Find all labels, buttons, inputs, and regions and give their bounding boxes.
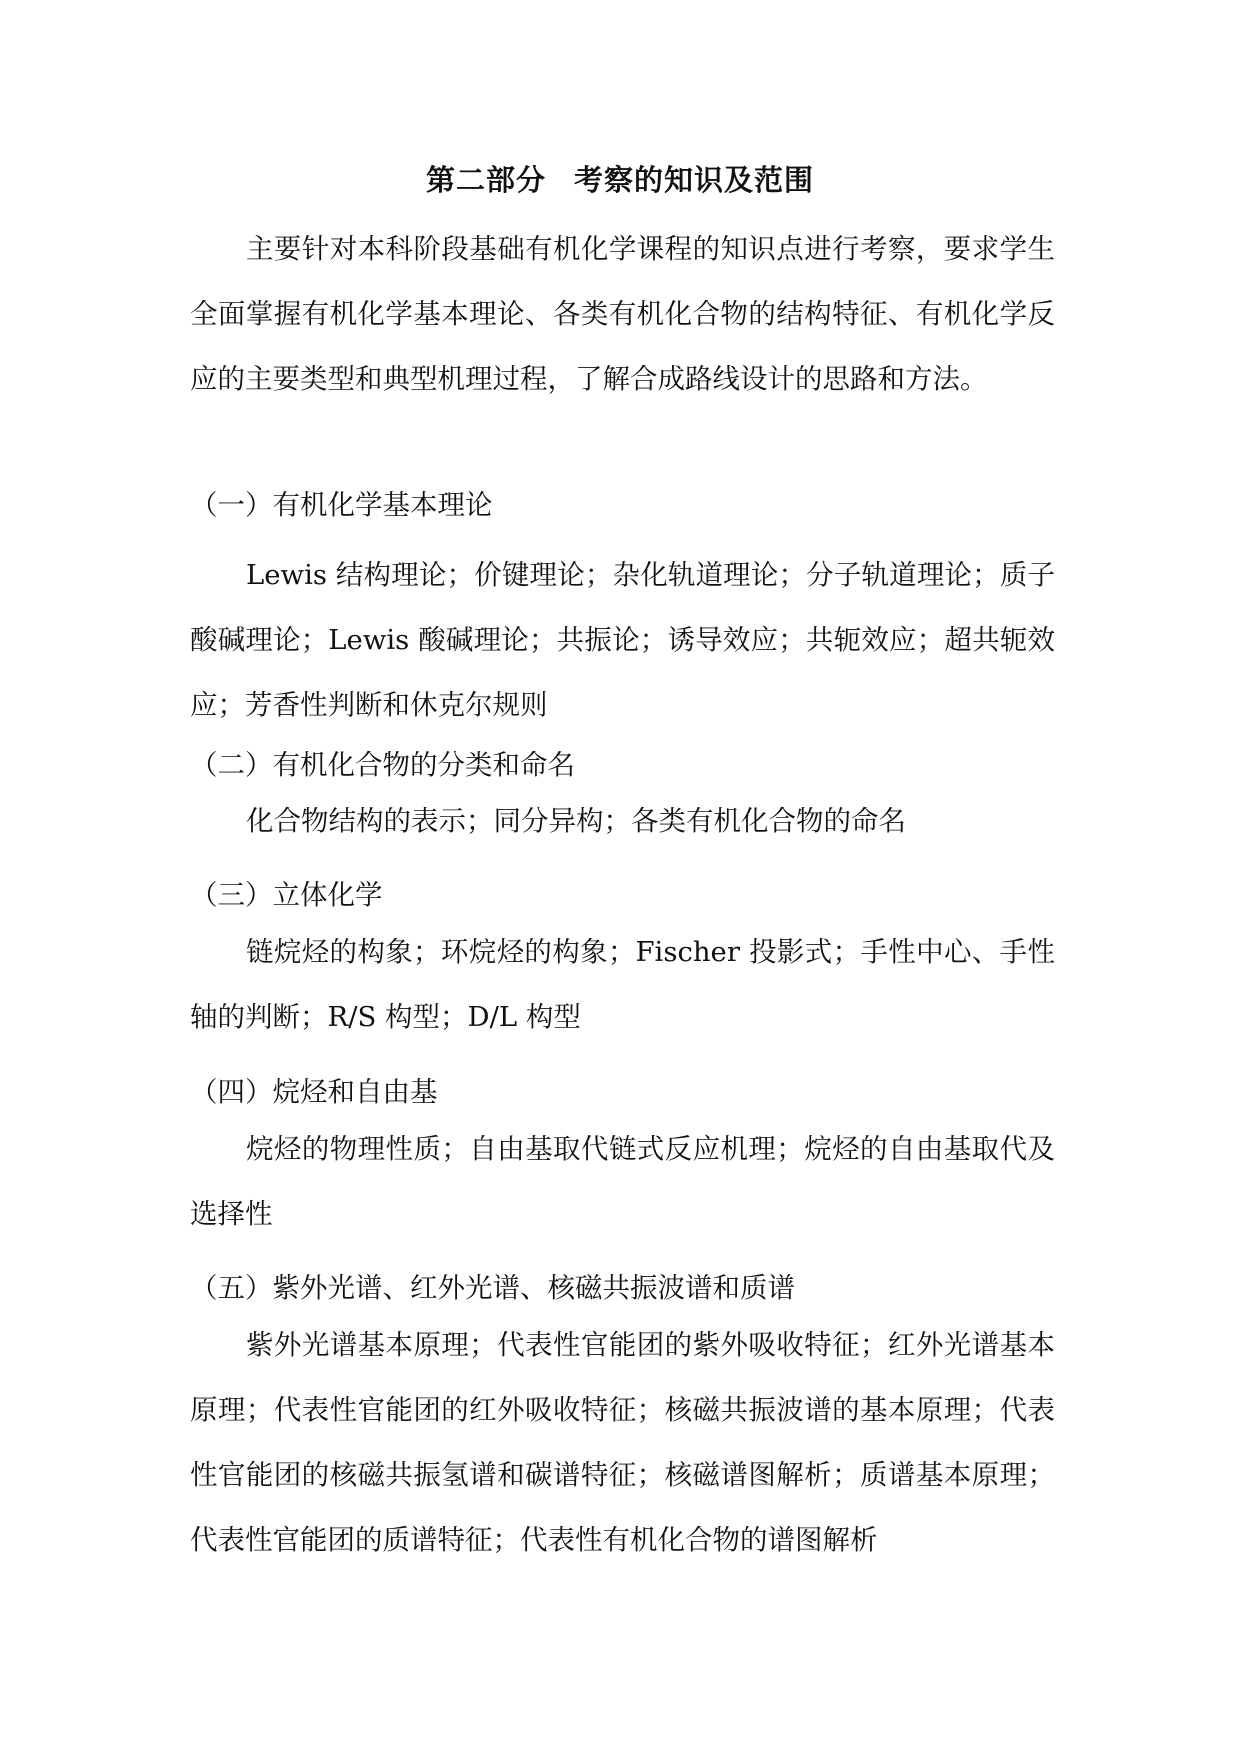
section-heading: （四）烷烃和自由基 bbox=[190, 1076, 438, 1108]
section-heading: （一）有机化学基本理论 bbox=[190, 489, 493, 521]
section-content: 紫外光谱基本原理；代表性官能团的紫外吸收特征；红外光谱基本原理；代表性官能团的红外吸收特征；核磁共振波谱的基本原理；代表性官能团的核磁共振氢谱和碳谱特征；核磁谱图解析；质谱基本原理；代表性官能团的质谱特征；代表性有机化合物的谱图解析 bbox=[190, 1329, 1055, 1556]
section-content: 烷烃的物理性质；自由基取代链式反应机理；烷烃的自由基取代及选择性 bbox=[190, 1133, 1055, 1230]
title-main: 考察的知识及范围 bbox=[574, 163, 815, 197]
section-heading: （三）立体化学 bbox=[190, 879, 383, 911]
section-content: Lewis 结构理论；价键理论；杂化轨道理论；分子轨道理论；质子酸碱理论；Lewis 酸碱理论；共振论；诱导效应；共轭效应；超共轭效应；芳香性判断和休克尔规则 bbox=[190, 559, 1055, 721]
title-part: 第二部分 bbox=[425, 163, 546, 197]
intro-paragraph: 主要针对本科阶段基础有机化学课程的知识点进行考察，要求学生全面掌握有机化学基本理论、各类有机化合物的结构特征、有机化学反应的主要类型和典型机理过程，了解合成路线设计的思路和方法。 bbox=[190, 233, 1055, 395]
section-content: 化合物结构的表示；同分异构；各类有机化合物的命名 bbox=[246, 805, 906, 837]
section-content: 链烷烃的构象；环烷烃的构象；Fischer 投影式；手性中心、手性轴的判断；R/S 构型；D/L 构型 bbox=[190, 936, 1055, 1033]
page-title bbox=[0, 160, 1240, 200]
section-heading: （二）有机化合物的分类和命名 bbox=[190, 749, 575, 781]
section-heading: （五）紫外光谱、红外光谱、核磁共振波谱和质谱 bbox=[190, 1272, 795, 1304]
